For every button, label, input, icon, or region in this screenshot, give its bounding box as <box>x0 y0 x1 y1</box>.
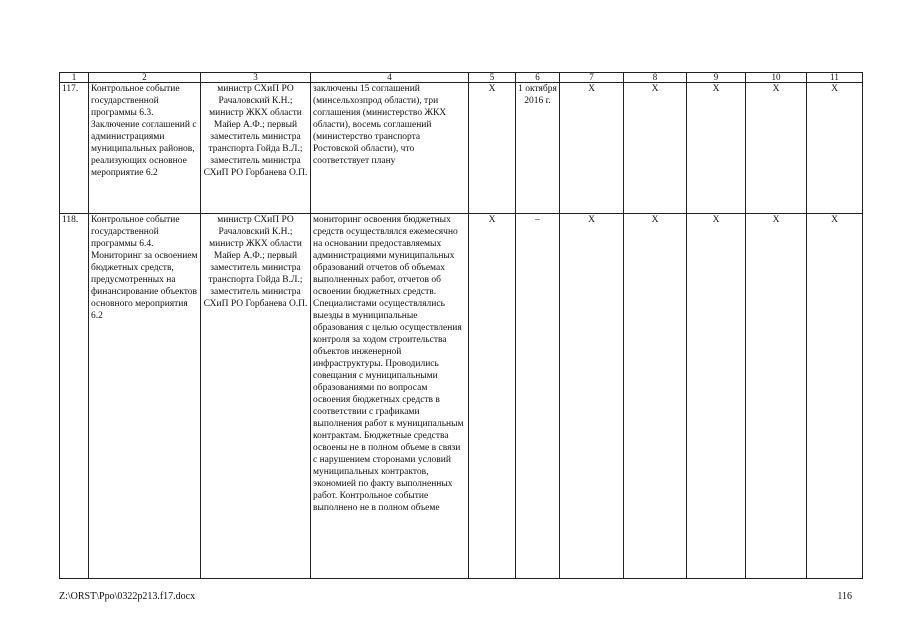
results-table <box>59 72 863 579</box>
column-number-header: 1 <box>60 73 89 83</box>
col11-cell: X <box>807 83 863 214</box>
col7-cell: X <box>560 214 624 579</box>
column-number-header: 4 <box>311 73 469 83</box>
column-number-header: 10 <box>746 73 807 83</box>
col7-cell: X <box>560 83 624 214</box>
row-number: 117. <box>60 83 89 214</box>
column-number-header: 3 <box>201 73 311 83</box>
column-number-header: 11 <box>807 73 863 83</box>
column-number-header: 8 <box>624 73 687 83</box>
responsible-cell: министр СХиП РО Рачаловский К.Н.; министр ЖКХ области Майер А.Ф.; первый заместитель министра транспорта Гойда В.Л.; заместитель министра СХиП РО Горбанева О.П. <box>201 214 311 579</box>
footer-file-path: Z:\ORST\Ppo\0322p213.f17.docx <box>59 591 196 602</box>
row-number: 118. <box>60 214 89 579</box>
col9-cell: X <box>687 214 746 579</box>
column-number-header: 2 <box>89 73 201 83</box>
col10-cell: X <box>746 83 807 214</box>
date-cell: 1 октября 2016 г. <box>516 83 560 214</box>
col9-cell: X <box>687 83 746 214</box>
col11-cell: X <box>807 214 863 579</box>
col5-cell: X <box>469 214 516 579</box>
col8-cell: X <box>624 83 687 214</box>
column-number-header: 5 <box>469 73 516 83</box>
event-name-cell: Контрольное событие государственной программы 6.4. Мониторинг за освоением бюджетных средств, предусмотренных на финансирование объектов основного мероприятия 6.2 <box>89 214 201 579</box>
header-row <box>60 73 863 83</box>
column-number-header: 9 <box>687 73 746 83</box>
col10-cell: X <box>746 214 807 579</box>
col8-cell: X <box>624 214 687 579</box>
column-number-header: 6 <box>516 73 560 83</box>
column-number-header: 7 <box>560 73 624 83</box>
page-number: 116 <box>837 591 852 602</box>
col5-cell: X <box>469 83 516 214</box>
table-row <box>60 214 863 579</box>
result-cell: мониторинг освоения бюджетных средств осуществлялся ежемесячно на основании предоставляемых администрациями муниципальных образований отчетов об объемах выполненных работ, отчетов об освоении бюджетных средств. Специалистами осуществлялись выезды в муниципальные образования с целью осуществления контроля за ходом строительства объектов инженерной инфраструктуры. Проводились совещания с муниципальными образованиями по вопросам освоения бюджетных средств в соответствии с графиками выполнения работ к муниципальным контрактам. Бюджетные средства освоены не в полном объеме в связи с нарушением сторонами условий муниципальных контрактов, экономией по факту выполненных работ. Контрольное событие выполнено не в полном объеме <box>311 214 469 579</box>
responsible-cell: министр СХиП РО Рачаловский К.Н.; министр ЖКХ области Майер А.Ф.; первый заместитель министра транспорта Гойда В.Л.; заместитель министра СХиП РО Горбанева О.П. <box>201 83 311 214</box>
date-cell: – <box>516 214 560 579</box>
table-row <box>60 83 863 214</box>
event-name-cell: Контрольное событие государственной программы 6.3. Заключение соглашений с администрациями муниципальных районов, реализующих основное мероприятие 6.2 <box>89 83 201 214</box>
result-cell: заключены 15 соглашений (минсельхозпрод области), три соглашения (министерство ЖКХ области), восемь соглашений (министерство транспорта Ростовской области), что соответствует плану <box>311 83 469 214</box>
